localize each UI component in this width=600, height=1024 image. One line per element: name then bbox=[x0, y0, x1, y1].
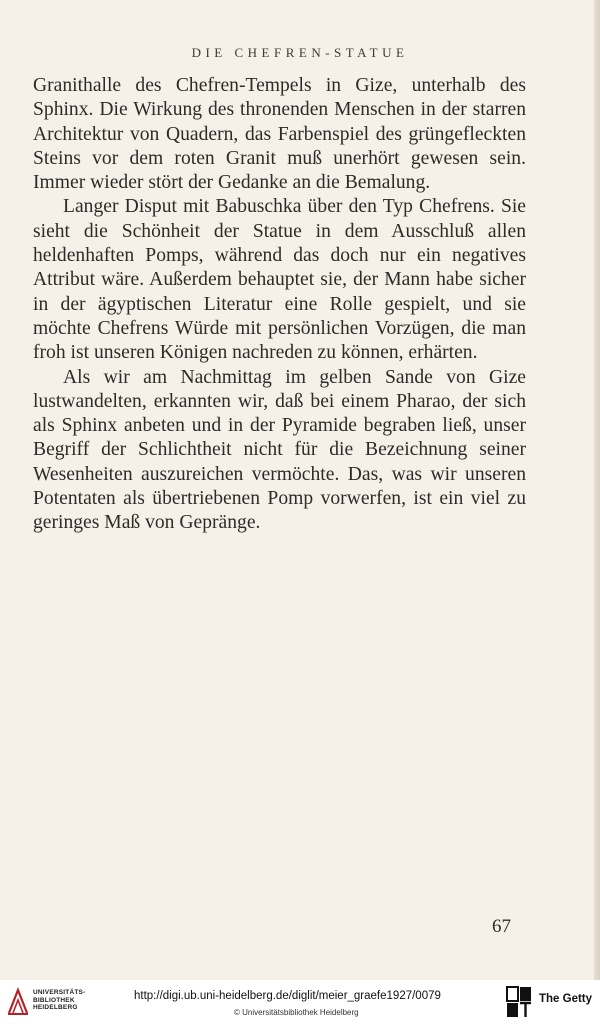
library-name-line-1: UNIVERSITÄTS- bbox=[33, 989, 86, 996]
paragraph-3: Als wir am Nachmittag im gelben Sande von Gize lustwandelten, erkannten wir, daß bei einem Pharao, der sich als Sphinx anbeten und in der Pyramide begraben ließ, unser Begriff der Schlichtheit nicht für die Bezeichnung seiner Wesenheiten auszureichen vermöchte. Das, was wir unseren Potentaten als übertriebenen Pomp vorwerfen, ist ein viel zu geringes Maß von Gepränge. bbox=[33, 366, 526, 534]
page-edge bbox=[594, 0, 600, 980]
body-text bbox=[33, 74, 526, 536]
library-name bbox=[33, 989, 85, 1012]
permalink-url[interactable]: http://digi.ub.uni-heidelberg.de/diglit/meier_graefe1927/0079 bbox=[134, 990, 441, 1002]
running-head: DIE CHEFREN-STATUE bbox=[191, 45, 409, 60]
library-name-line-3: HEIDELBERG bbox=[33, 1004, 78, 1011]
ub-heidelberg-logo-icon bbox=[6, 986, 30, 1016]
getty-name: The Getty bbox=[539, 993, 593, 1005]
copyright-notice: © Universitätsbibliothek Heidelberg bbox=[234, 1008, 359, 1017]
library-name-line-2: BIBLIOTHEK bbox=[33, 996, 75, 1004]
page-number: 67 bbox=[492, 916, 511, 937]
paragraph-1: Granithalle des Chefren-Tempels in Gize, unterhalb des Sphinx. Die Wirkung des thronenden Menschen in der starren Architektur von Quadern, das Farbenspiel des grüngefleckten Steins vor dem roten Granit muß unerhört gewesen sein. Immer wieder stört der Gedanke an die Bemalung. bbox=[33, 75, 526, 194]
paragraph-2: Langer Disput mit Babuschka über den Typ Chefrens. Sie sieht die Schönheit der Statue in dem Ausschluß allen heldenhaften Pomps, während das doch nur ein negatives Attribut wäre. Außerdem behauptet sie, der Mann habe sicher in der ägyptischen Literatur eine Rolle gespielt, und sie möchte Chefrens Würde mit persönlichen Vorzügen, die man froh ist unseren Königen nachreden zu können, erhärten. bbox=[33, 196, 526, 364]
getty-logo-icon bbox=[506, 986, 532, 1018]
footer-bar bbox=[0, 980, 600, 1024]
